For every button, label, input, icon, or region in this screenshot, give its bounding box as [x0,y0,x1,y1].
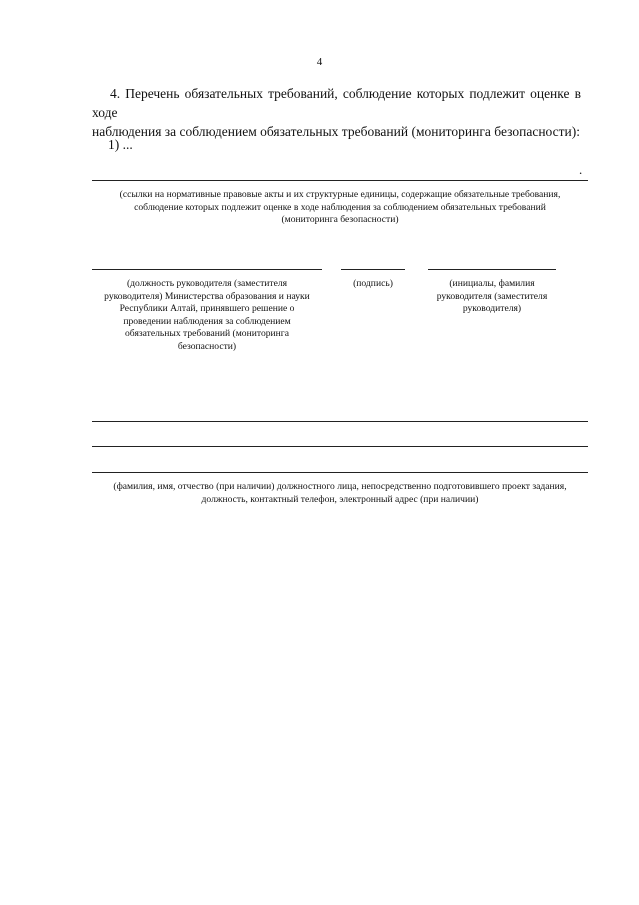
preparer-line-1 [92,421,588,422]
initials-line [428,269,556,270]
fill-line-requirements [92,180,588,181]
section-4-line-1: 4. Перечень обязательных требований, соблюдение которых подлежит оценке в ходе [92,86,581,120]
preparer-line-2 [92,446,588,447]
requirements-caption-line-2: соблюдение которых подлежит оценке в ходе наблюдения за соблюдением обязательных требований [134,201,546,213]
preparer-line-3 [92,472,588,473]
list-item-1: 1) ... [108,137,133,152]
requirements-caption [92,189,588,227]
position-line [92,269,322,270]
section-4-paragraph [92,84,581,141]
page-number: 4 [316,56,323,68]
section-4-line-2: наблюдения за соблюдением обязательных требований (мониторинга безопасности): [92,124,580,139]
signature-caption: (подпись) [353,278,393,289]
signature-line [341,269,405,270]
position-caption: (должность руководителя (заместителя руководителя) Министерства образования и науки Республики Алтай, принявшего решение о проведении наблюдения за соблюдением обязательных требований (мониторинга безопасности) [104,278,310,352]
requirements-caption-line-1: (ссылки на нормативные правовые акты и их структурные единицы, содержащие обязательные требования, [119,189,561,200]
requirements-caption-line-3: (мониторинга безопасности) [281,214,399,225]
line-end-dot: . [579,162,583,177]
preparer-caption: (фамилия, имя, отчество (при наличии) должностного лица, непосредственно подготовившего проект задания, должность, контактный телефон, электронный адрес (при наличии) [113,481,567,505]
initials-caption: (инициалы, фамилия руководителя (заместителя руководителя) [436,278,548,314]
